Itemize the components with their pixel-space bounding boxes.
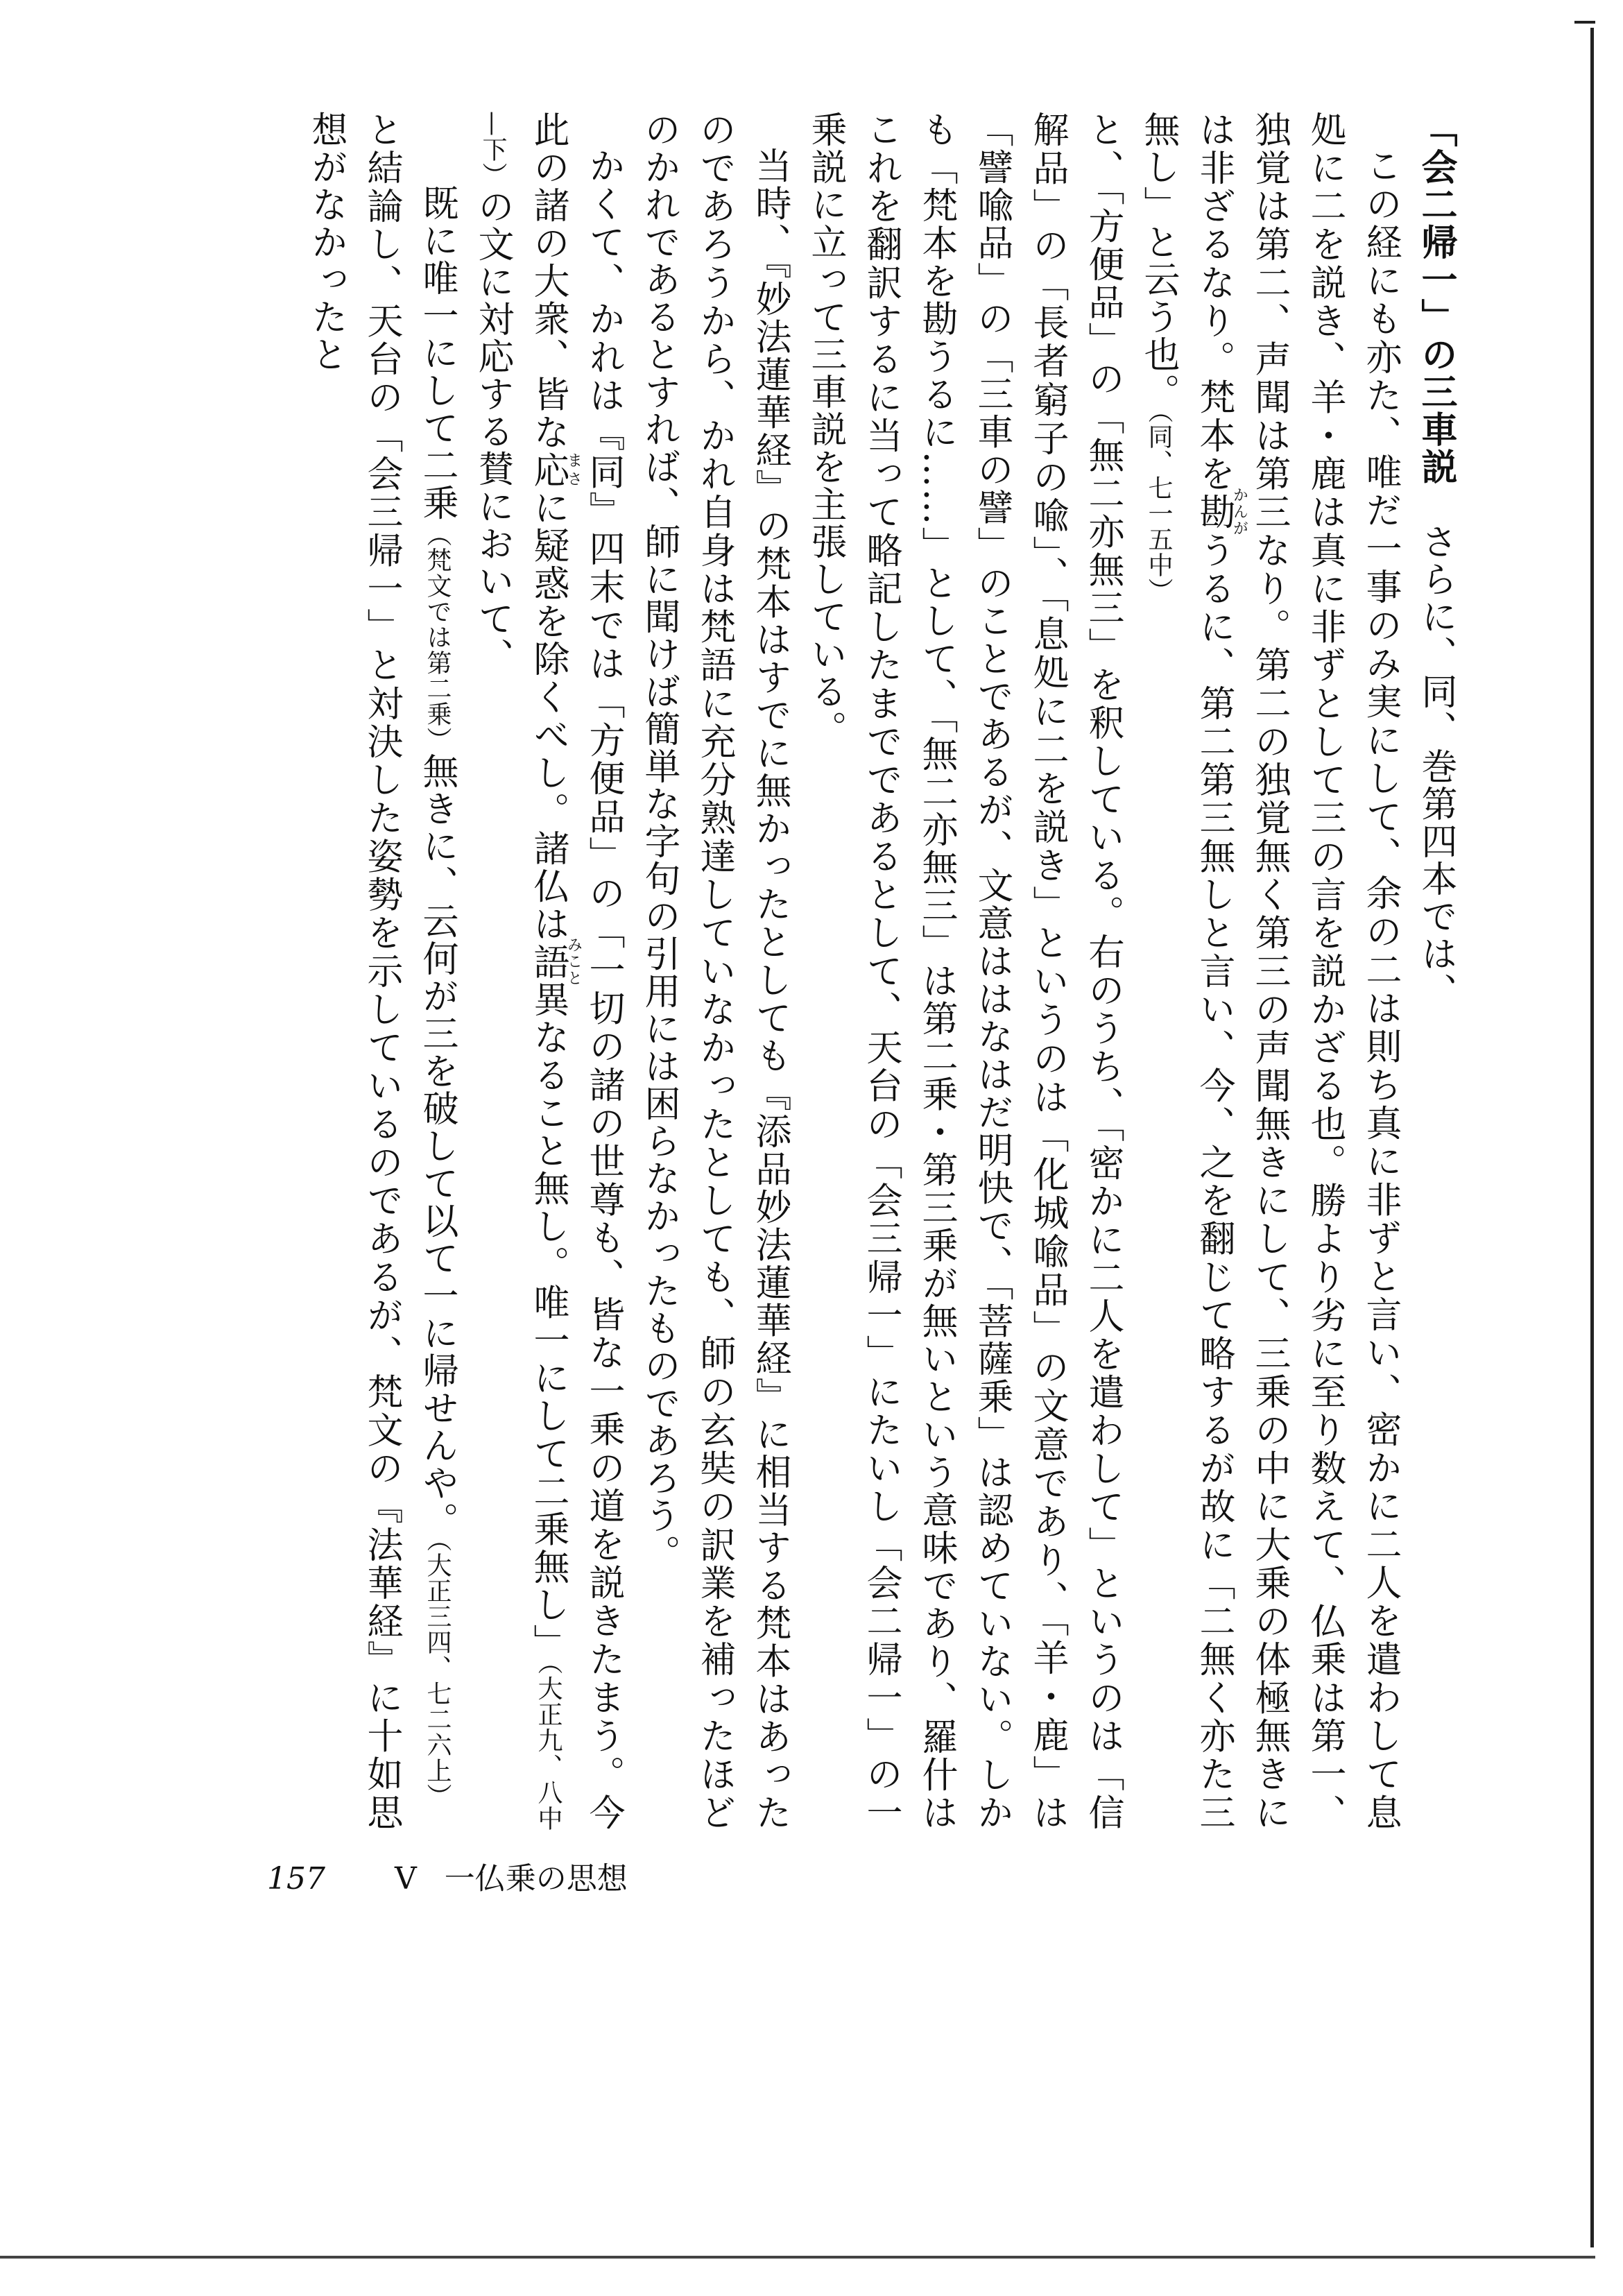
- ruby-mi-reading: みこと: [565, 936, 583, 987]
- paragraph-3-c: 異なること無し。唯一にして二乗無し」: [527, 980, 569, 1662]
- ruby-mi-base: 語: [527, 936, 569, 987]
- quote-block-2: [409, 111, 465, 1831]
- quote-block-1: [1131, 111, 1408, 1831]
- body-text: [243, 111, 1463, 1831]
- ruby-kan: [1193, 487, 1248, 538]
- paragraph-3: [465, 111, 631, 1831]
- ruby-kan-reading: かんが: [1230, 487, 1248, 538]
- citation-note-2: （大正九、八中—下）: [479, 111, 563, 1832]
- paragraph-3-d: の文に対応する賛において、: [472, 188, 513, 675]
- quote-1-text: この経にも亦た、唯だ一事のみ実にして、余の二は則ち真に非ずと言い、密かに二人を遣わして息処に二を説き、羊・鹿は真に非ずとして三の言を説かざる也。勝より劣に至り数えて、仏乗は第一、独覚は第二、声聞は第三なり。第二の独覚無く第三の声聞無きにして、三乗の中に大乗の体極無きには非ざるなり。梵本を: [1193, 111, 1401, 1832]
- chapter-title: 一仏乗の思想: [444, 1861, 628, 1896]
- section-heading: 「会二帰一」の三車説: [1415, 111, 1457, 486]
- citation-note-1: （同、七一五中）: [1144, 411, 1173, 603]
- quote-1-tail: うるに、第二第三無しと言い、今、之を翻じて略するが故に「二無く亦た三無し」と云う也。: [1137, 111, 1235, 1832]
- scan-edge-right: [1590, 28, 1594, 2247]
- paragraph-3-a: かくて、かれは『同』四末では「方便品」の「一切の諸の世尊も、皆な一乗の道を説きたまう。今此の諸の大衆、皆な: [527, 111, 624, 1831]
- paragraph-4: と結論し、天台の「会三帰一」と対決した姿勢を示しているのであるが、梵文の『法華経』に十如思想がなかったと: [305, 111, 402, 1831]
- page-number: 157: [267, 1861, 325, 1896]
- page-footer: [267, 1853, 628, 1898]
- ruby-mi: [527, 936, 583, 987]
- scan-edge-bottom: [0, 2256, 1595, 2259]
- paragraph-1: と、「方便品」の「無二亦無三」を釈している。右のうち、「密かに二人を遣わして」というのは「信解品」の「長者窮子の喩」、「息処に二を説き」というのは「化城喩品」の文意であり、「羊・鹿」は「譬喩品」の「三車の譬」のことであるが、文意ははなはだ明快で、「菩薩乗」は認めていない。しかも「梵本を勘うるに……」として、「無二亦無三」は第二乗・第三乗が無いという意味であり、羅什はこれを翻訳するに当って略記したまでであるとして、天台の「会三帰一」にたいし「会二帰一」の一乗説に立って三車説を主張している。: [805, 111, 1124, 1831]
- ruby-ma-base: 応: [527, 451, 569, 490]
- citation-note-4: （大正三四、七二六上）: [423, 1539, 452, 1809]
- scan-edge-corner: [1574, 21, 1595, 24]
- chapter-numeral: V: [394, 1861, 417, 1896]
- ruby-ma-reading: まさ: [565, 451, 583, 489]
- heading-continuation: さらに、同、巻第四本では、: [1415, 523, 1457, 1010]
- quote-2-a: 既に唯一にして二乗: [416, 185, 458, 522]
- paragraph-2: 当時、『妙法蓮華経』の梵本はすでに無かったとしても『添品妙法蓮華経』に相当する梵本はあったのであろうから、かれ自身は梵語に充分熟達していなかったとしても、師の玄奘の訳業を補ったほどのかれであるとすれば、師に聞けば簡単な字句の引用には困らなかったものであろう。: [638, 111, 791, 1831]
- citation-note-3: （梵文では第二乗）: [423, 522, 452, 753]
- ruby-kan-base: 勘: [1193, 487, 1235, 538]
- paragraph-3-b: に疑惑を除くべし。諸仏は: [527, 489, 569, 943]
- quote-2-b: 無きに、云何が三を破して以て一に帰せんや。: [416, 753, 458, 1539]
- ruby-ma: [527, 451, 583, 490]
- section-heading-line: [1408, 111, 1463, 1831]
